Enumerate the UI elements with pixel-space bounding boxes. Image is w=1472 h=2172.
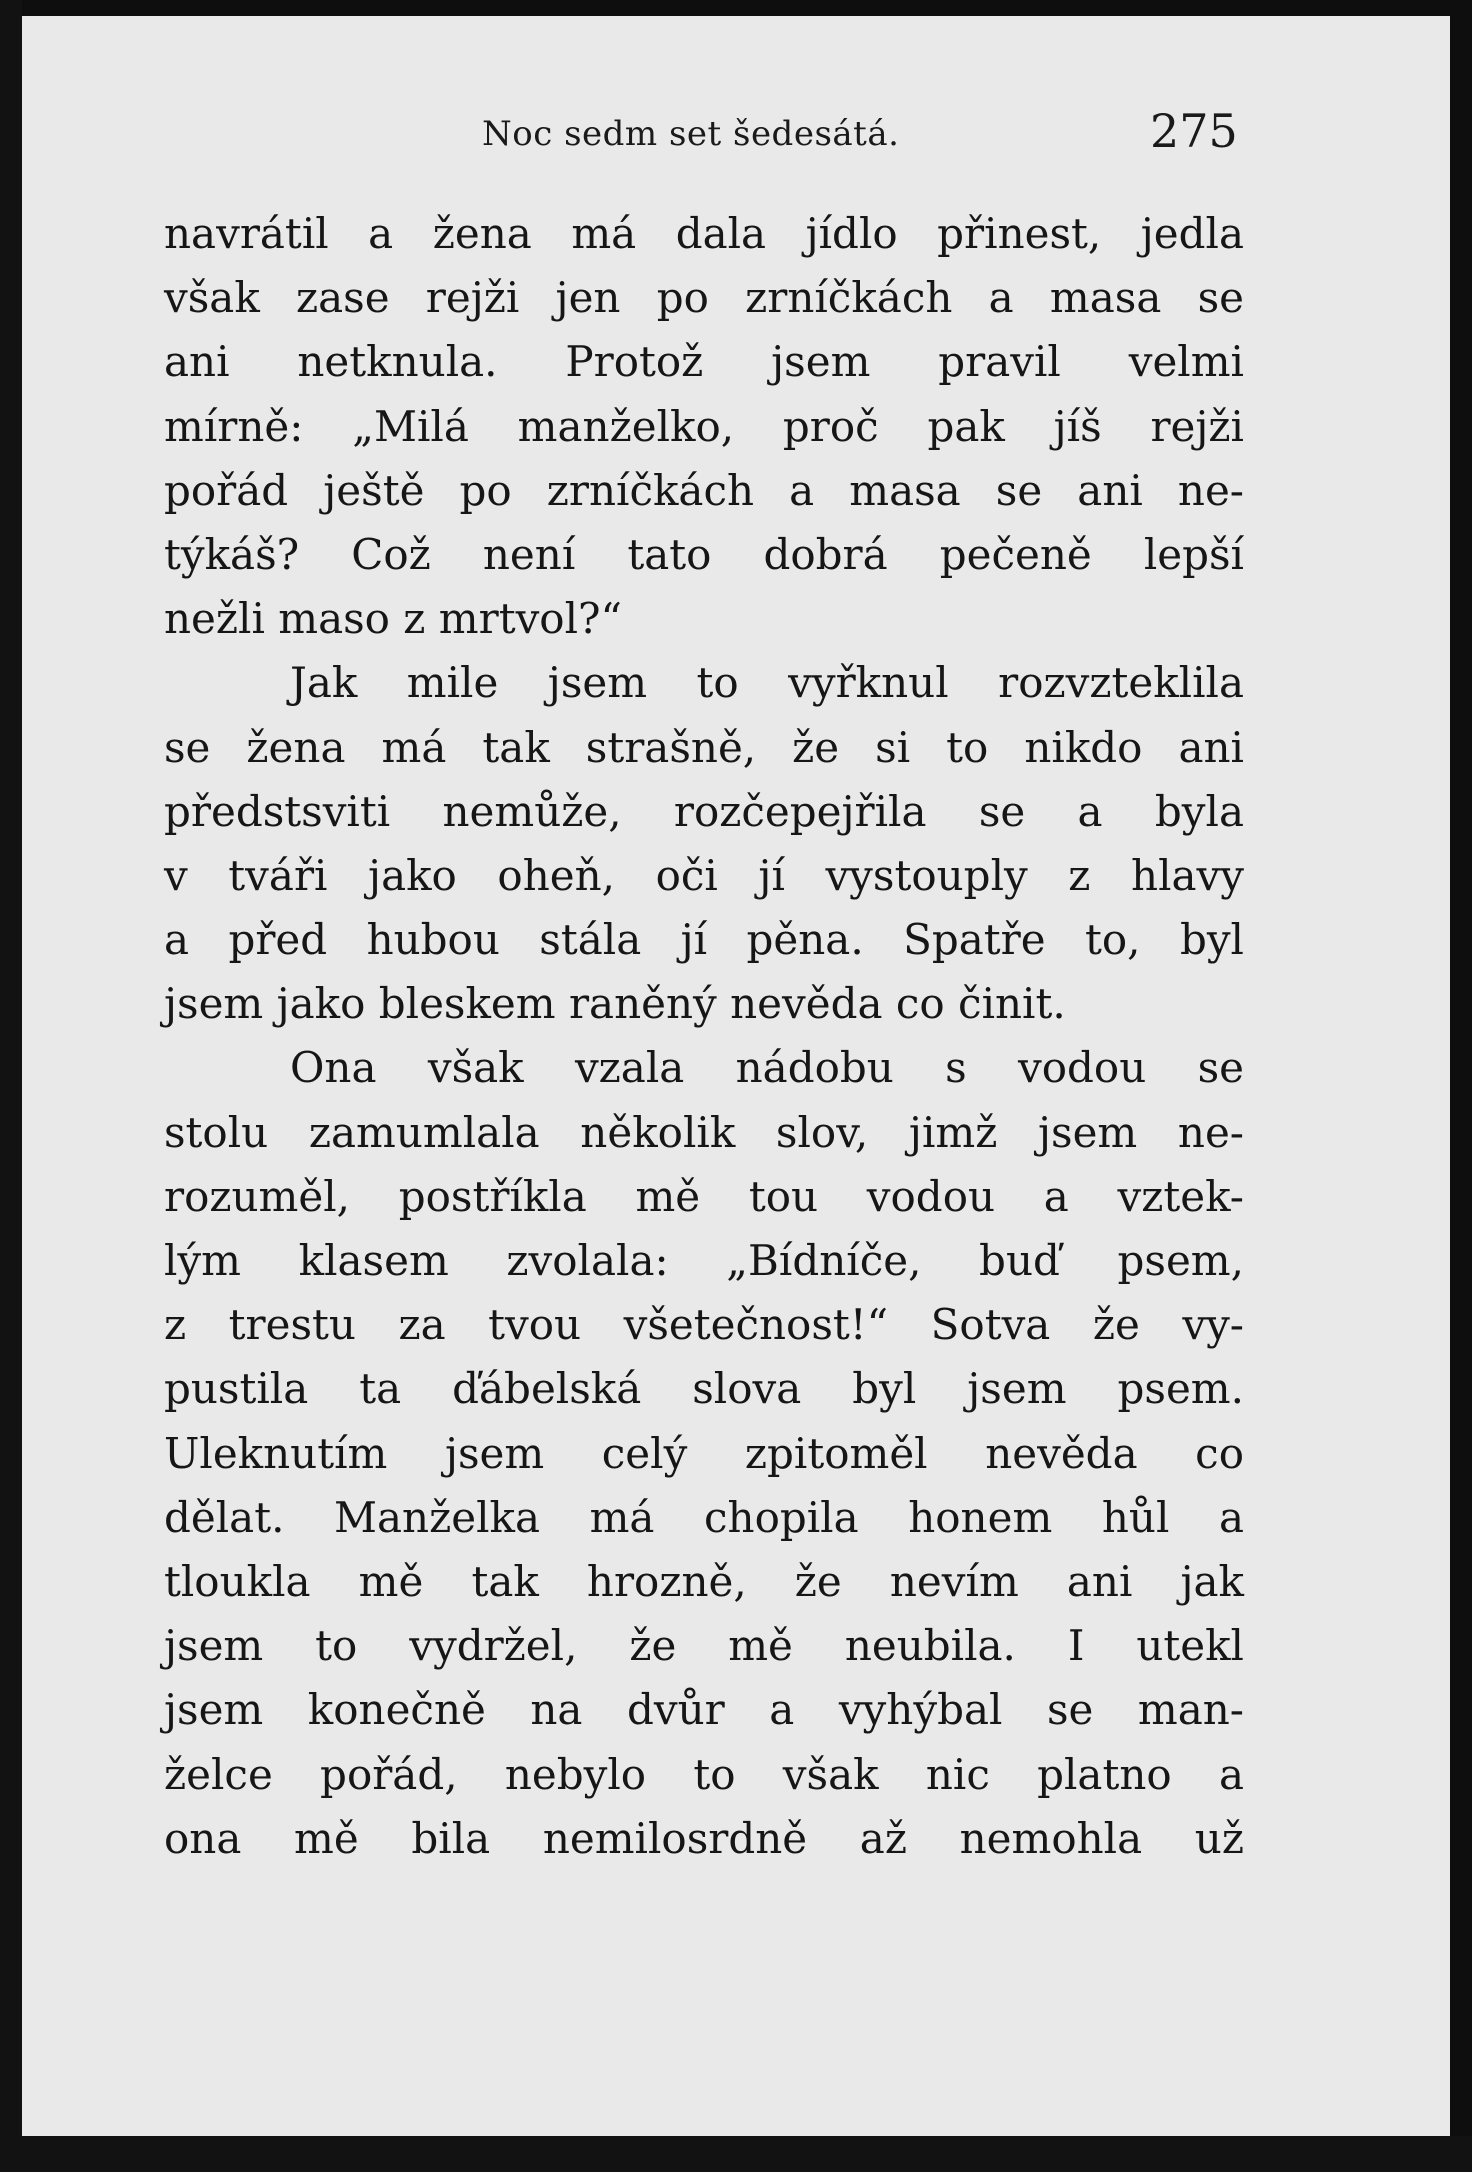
text-line: předstsviti nemůže, rozčepejřila se a byla <box>164 786 1244 836</box>
page-number: 275 <box>1150 104 1238 158</box>
running-title: Noc sedm set šedesátá. <box>482 114 900 154</box>
book-page <box>22 16 1450 2136</box>
scan-border-bottom <box>0 2136 1472 2172</box>
text-line: mírně: „Milá manželko, proč pak jíš rejži <box>164 401 1244 451</box>
text-line: pustila ta ďábelská slova byl jsem psem. <box>164 1364 1244 1414</box>
text-line: Uleknutím jsem celý zpitoměl nevěda co <box>164 1428 1244 1478</box>
text-line: ani netknula. Protož jsem pravil velmi <box>164 337 1244 387</box>
text-line: Ona však vzala nádobu s vodou se <box>290 1043 1244 1093</box>
text-line: jsem to vydržel, že mě neubila. I utekl <box>164 1621 1244 1671</box>
text-line: a před hubou stála jí pěna. Spatře to, byl <box>164 915 1244 965</box>
text-line: Jak mile jsem to vyřknul rozvzteklila <box>290 658 1244 708</box>
text-line: jsem jako bleskem raněný nevěda co činit. <box>164 979 1066 1029</box>
text-line: nežli maso z mrtvol?“ <box>164 594 623 644</box>
text-line: lým klasem zvolala: „Bídníče, buď psem, <box>164 1236 1244 1285</box>
text-line: navrátil a žena má dala jídlo přinest, jedla <box>164 209 1244 258</box>
text-line: dělat. Manželka má chopila honem hůl a <box>164 1492 1244 1542</box>
text-line: rozuměl, postříkla mě tou vodou a vztek- <box>164 1171 1244 1221</box>
text-line: jsem konečně na dvůr a vyhýbal se man- <box>164 1685 1244 1735</box>
text-line: se žena má tak strašně, že si to nikdo ani <box>164 722 1244 772</box>
text-line: stolu zamumlala několik slov, jimž jsem ne- <box>164 1107 1244 1157</box>
text-line: v tváři jako oheň, oči jí vystouply z hlavy <box>164 850 1244 900</box>
text-line: tloukla mě tak hrozně, že nevím ani jak <box>164 1556 1244 1606</box>
text-line: želce pořád, nebylo to však nic platno a <box>164 1749 1244 1799</box>
body-text <box>164 202 1244 1871</box>
text-line: týkáš? Což není tato dobrá pečeně lepší <box>164 529 1244 579</box>
scan-border-left <box>0 0 22 2172</box>
text-line: pořád ještě po zrníčkách a masa se ani ne- <box>164 465 1244 515</box>
text-line: z trestu za tvou všetečnost!“ Sotva že vy- <box>164 1300 1244 1350</box>
text-line: však zase rejži jen po zrníčkách a masa se <box>164 273 1244 323</box>
text-line: ona mě bila nemilosrdně až nemohla už <box>164 1813 1244 1863</box>
